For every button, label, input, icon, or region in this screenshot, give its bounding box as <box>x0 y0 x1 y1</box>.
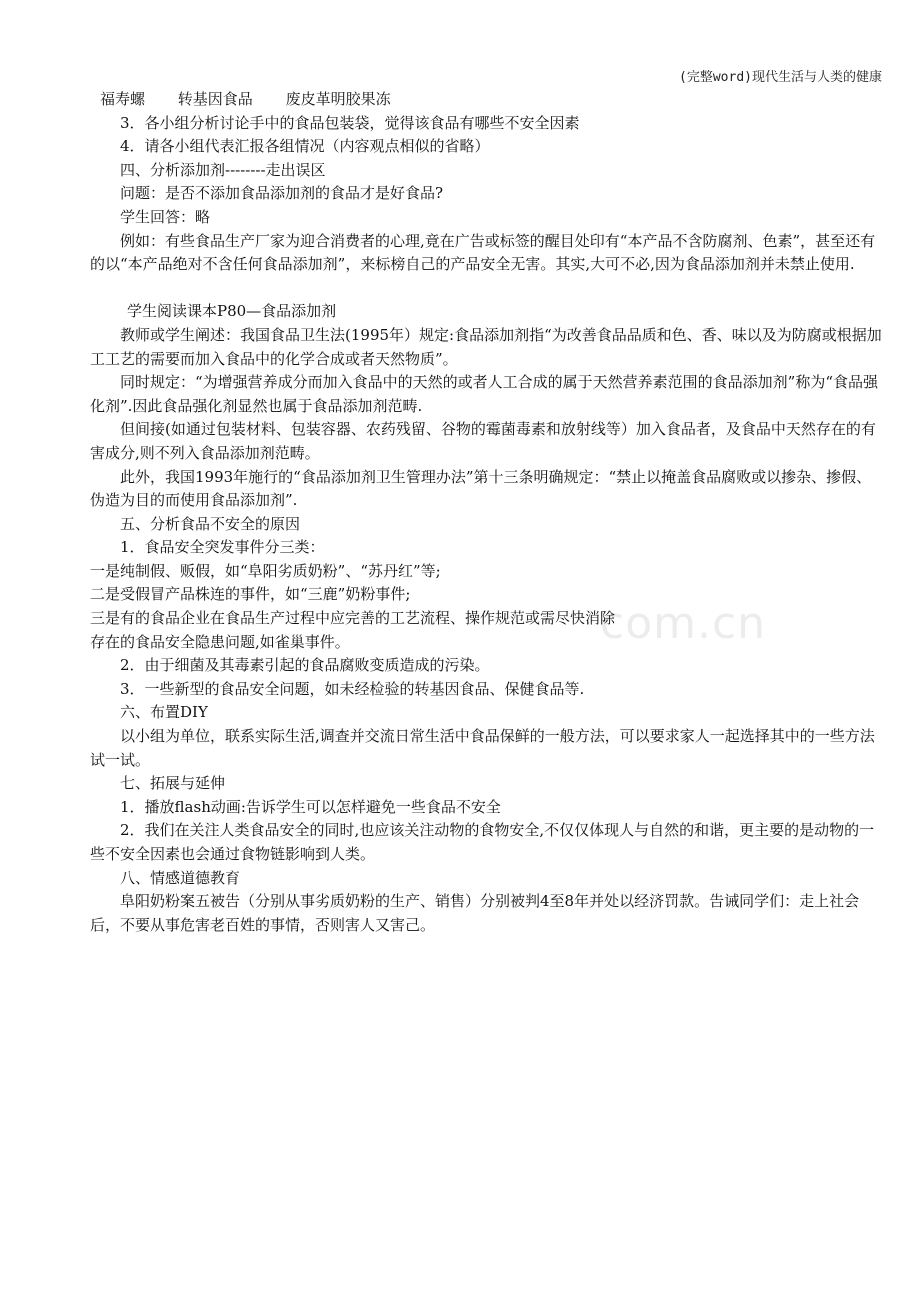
page-header: (完整word)现代生活与人类的健康 <box>679 70 882 85</box>
section-4-heading: 四、分析添加剂--------走出误区 <box>120 160 326 179</box>
section-8-heading: 八、情感道德教育 <box>120 868 241 887</box>
category-3: 三是有的食品企业在食品生产过程中应完善的工艺流程、操作规范或需尽快消除 <box>90 609 616 628</box>
section-7-item-2: 2．我们在关注人类食品安全的同时,也应该关注动物的食物安全,不仅仅体现人与自然的和谐，更主要的是动物的一些不安全因素也会通过食物链影响到人类。 <box>90 821 875 863</box>
food-item: 福寿螺 <box>100 90 146 108</box>
example-paragraph: 例如：有些食品生产厂家为迎合消费者的心理,竟在广告或标签的醒目处印有“本产品不含防腐剂、色素”，甚至还有的以“本产品绝对不含任何食品添加剂”，来标榜自己的产品安全无害。其实,大可不必,因为食品添加剂并未禁止使用. <box>90 231 876 274</box>
watermark: com.cn <box>600 598 767 649</box>
section-5-heading: 五、分析食品不安全的原因 <box>120 514 301 533</box>
section-5-item-1: 1．食品安全突发事件分三类： <box>120 538 325 557</box>
food-item: 转基因食品 <box>177 90 253 108</box>
food-item: 废皮革明胶果冻 <box>285 90 391 108</box>
paragraph-fortifier: 同时规定：“为增强营养成分而加入食品中的天然的或者人工合成的属于天然营养素范围的食品添加剂”称为“食品强化剂”.因此食品强化剂显然也属于食品添加剂范畴. <box>90 373 879 415</box>
paragraph-indirect: 但间接(如通过包装材料、包装容器、农药残留、谷物的霉菌毒素和放射线等）加入食品者，及食品中天然存在的有害成分,则不列入食品添加剂范畴。 <box>90 420 876 462</box>
category-2: 二是受假冒产品株连的事件，如“三鹿”奶粉事件; <box>90 585 411 604</box>
food-examples <box>90 88 885 112</box>
paragraph-1993: 此外，我国1993年施行的“食品添加剂卫生管理办法”第十三条明确规定：“禁止以掩盖食品腐败或以掺杂、掺假、伪造为目的而使用食品添加剂”. <box>90 467 872 510</box>
document-body <box>90 88 885 937</box>
category-3-cont: 存在的食品安全隐患问题,如雀巢事件。 <box>90 632 350 651</box>
category-1: 一是纯制假、贩假，如“阜阳劣质奶粉”、“苏丹红”等; <box>90 561 441 580</box>
section-5-item-2: 2．由于细菌及其毒素引起的食品腐败变质造成的污染。 <box>120 656 490 675</box>
section-7-heading: 七、拓展与延伸 <box>120 774 226 793</box>
question: 问题：是否不添加食品添加剂的食品才是好食品? <box>120 184 444 203</box>
case-paragraph: 阜阳奶粉案五被告（分别从事劣质奶粉的生产、销售）分别被判4至8年并处以经济罚款。告诫同学们：走上社会后，不要从事危害老百姓的事情，否则害人又害己。 <box>90 892 860 934</box>
step-3: 3．各小组分析讨论手中的食品包装袋，觉得该食品有哪些不安全因素 <box>120 113 580 132</box>
step-4: 4．请各小组代表汇报各组情况（内容观点相似的省略） <box>120 137 490 156</box>
section-5-item-3: 3．一些新型的食品安全问题，如未经检验的转基因食品、保健食品等. <box>120 679 585 698</box>
spacer <box>90 277 885 301</box>
reading-note: 学生阅读课本P80—食品添加剂 <box>127 302 337 321</box>
student-answer: 学生回答：略 <box>120 207 211 226</box>
section-7-item-1: 1．播放flash动画:告诉学生可以怎样避免一些食品不安全 <box>120 797 501 816</box>
paragraph-law: 教师或学生阐述：我国食品卫生法(1995年）规定:食品添加剂指“为改善食品品质和色、香、味以及为防腐或根据加工工艺的需要而加入食品中的化学合成或者天然物质”。 <box>90 325 882 368</box>
diy-paragraph: 以小组为单位，联系实际生活,调查并交流日常生活中食品保鲜的一般方法，可以要求家人一起选择其中的一些方法试一试。 <box>90 727 875 769</box>
section-6-heading: 六、布置DIY <box>120 703 208 722</box>
